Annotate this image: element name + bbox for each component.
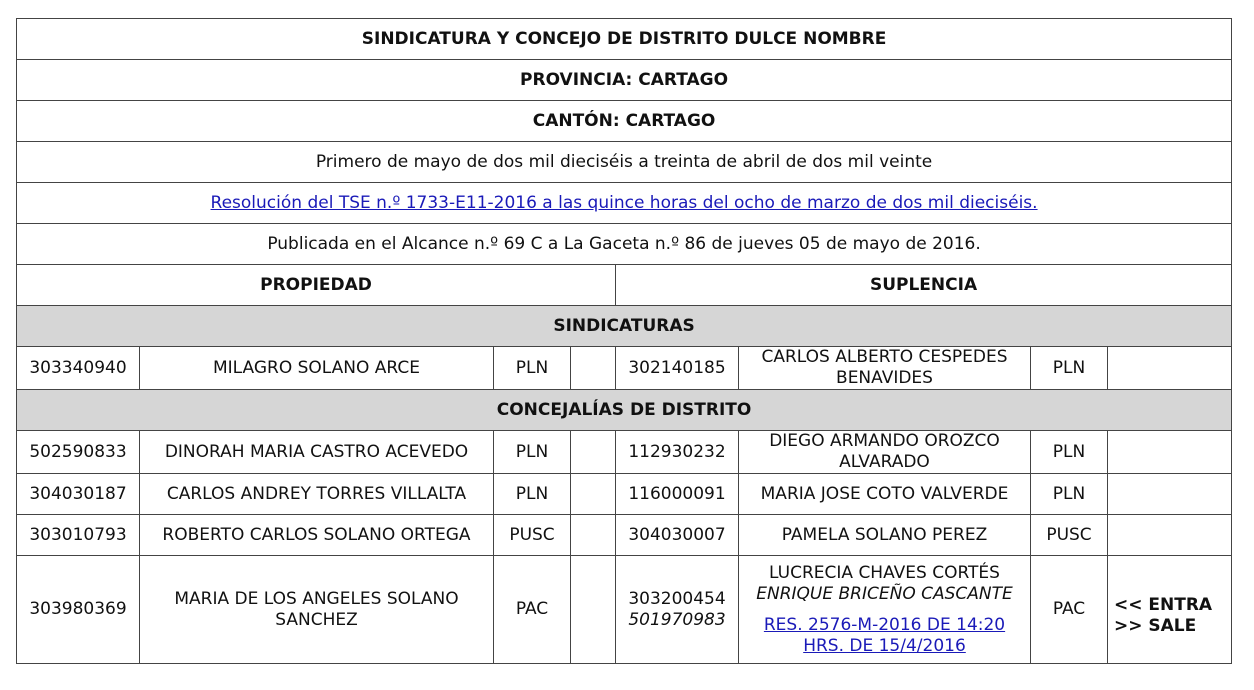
prop-id: 304030187 [17, 474, 140, 515]
publicada-row [17, 224, 1232, 265]
table-row [17, 431, 1232, 474]
entra-sale-cell [1108, 556, 1232, 664]
sindicaturas-header: SINDICATURAS [17, 306, 1232, 347]
provincia-label: PROVINCIA: CARTAGO [17, 60, 1232, 101]
page-title: SINDICATURA Y CONCEJO DE DISTRITO DULCE NOMBRE [17, 19, 1232, 60]
sup-id-old: 501970983 [628, 609, 726, 630]
sup-party: PUSC [1031, 515, 1108, 556]
sup-id-new: 303200454 [628, 588, 726, 609]
entra-label: << ENTRA [1114, 594, 1213, 615]
sup-name: PAMELA SOLANO PEREZ [739, 515, 1031, 556]
prop-party: PLN [494, 347, 571, 390]
sup-id-cell [616, 556, 739, 664]
prop-id: 303340940 [17, 347, 140, 390]
periodo-text: Primero de mayo de dos mil dieciséis a treinta de abril de dos mil veinte [17, 142, 1232, 183]
column-header-row [17, 265, 1232, 306]
sup-name: CARLOS ALBERTO CESPEDES BENAVIDES [739, 347, 1031, 390]
sup-party: PLN [1031, 347, 1108, 390]
propiedad-header: PROPIEDAD [17, 265, 616, 306]
res-link[interactable]: RES. 2576-M-2016 DE 14:20 HRS. DE 15/4/2016 [763, 614, 1006, 656]
empty-cell [571, 515, 616, 556]
sup-party: PLN [1031, 474, 1108, 515]
sup-id: 112930232 [616, 431, 739, 474]
provincia-row [17, 60, 1232, 101]
sup-name: DIEGO ARMANDO OROZCO ALVARADO [739, 431, 1031, 474]
empty-cell [1108, 347, 1232, 390]
sup-id: 302140185 [616, 347, 739, 390]
sup-name-old: ENRIQUE BRICEÑO CASCANTE [756, 583, 1013, 604]
prop-name: CARLOS ANDREY TORRES VILLALTA [140, 474, 494, 515]
prop-name: MARIA DE LOS ANGELES SOLANO SANCHEZ [140, 556, 494, 664]
canton-row [17, 101, 1232, 142]
resolucion-cell [17, 183, 1232, 224]
empty-cell [1108, 431, 1232, 474]
table-row [17, 347, 1232, 390]
resolucion-link[interactable]: Resolución del TSE n.º 1733-E11-2016 a las quince horas del ocho de marzo de dos mil dieciséis. [210, 192, 1038, 213]
empty-cell [1108, 515, 1232, 556]
sup-party: PAC [1031, 556, 1108, 664]
empty-cell [571, 474, 616, 515]
prop-party: PLN [494, 474, 571, 515]
sup-id: 304030007 [616, 515, 739, 556]
prop-name: MILAGRO SOLANO ARCE [140, 347, 494, 390]
table-row [17, 515, 1232, 556]
empty-cell [571, 431, 616, 474]
title-row [17, 19, 1232, 60]
council-table [16, 18, 1232, 664]
sup-name-new: LUCRECIA CHAVES CORTÉS [769, 562, 1000, 583]
suplencia-header: SUPLENCIA [616, 265, 1232, 306]
concejalias-header: CONCEJALÍAS DE DISTRITO [17, 390, 1232, 431]
sup-party: PLN [1031, 431, 1108, 474]
prop-name: ROBERTO CARLOS SOLANO ORTEGA [140, 515, 494, 556]
concejalias-section-row [17, 390, 1232, 431]
prop-id: 303010793 [17, 515, 140, 556]
sup-name: MARIA JOSE COTO VALVERDE [739, 474, 1031, 515]
sup-id: 116000091 [616, 474, 739, 515]
sindicaturas-section-row [17, 306, 1232, 347]
empty-cell [1108, 474, 1232, 515]
prop-party: PUSC [494, 515, 571, 556]
empty-cell [571, 556, 616, 664]
prop-id: 303980369 [17, 556, 140, 664]
prop-party: PLN [494, 431, 571, 474]
sale-label: >> SALE [1114, 615, 1197, 636]
prop-name: DINORAH MARIA CASTRO ACEVEDO [140, 431, 494, 474]
canton-label: CANTÓN: CARTAGO [17, 101, 1232, 142]
empty-cell [571, 347, 616, 390]
table-row [17, 474, 1232, 515]
resolucion-row [17, 183, 1232, 224]
prop-party: PAC [494, 556, 571, 664]
sup-name-cell [739, 556, 1031, 664]
table-row [17, 556, 1232, 664]
publicada-text: Publicada en el Alcance n.º 69 C a La Gaceta n.º 86 de jueves 05 de mayo de 2016. [17, 224, 1232, 265]
periodo-row [17, 142, 1232, 183]
prop-id: 502590833 [17, 431, 140, 474]
